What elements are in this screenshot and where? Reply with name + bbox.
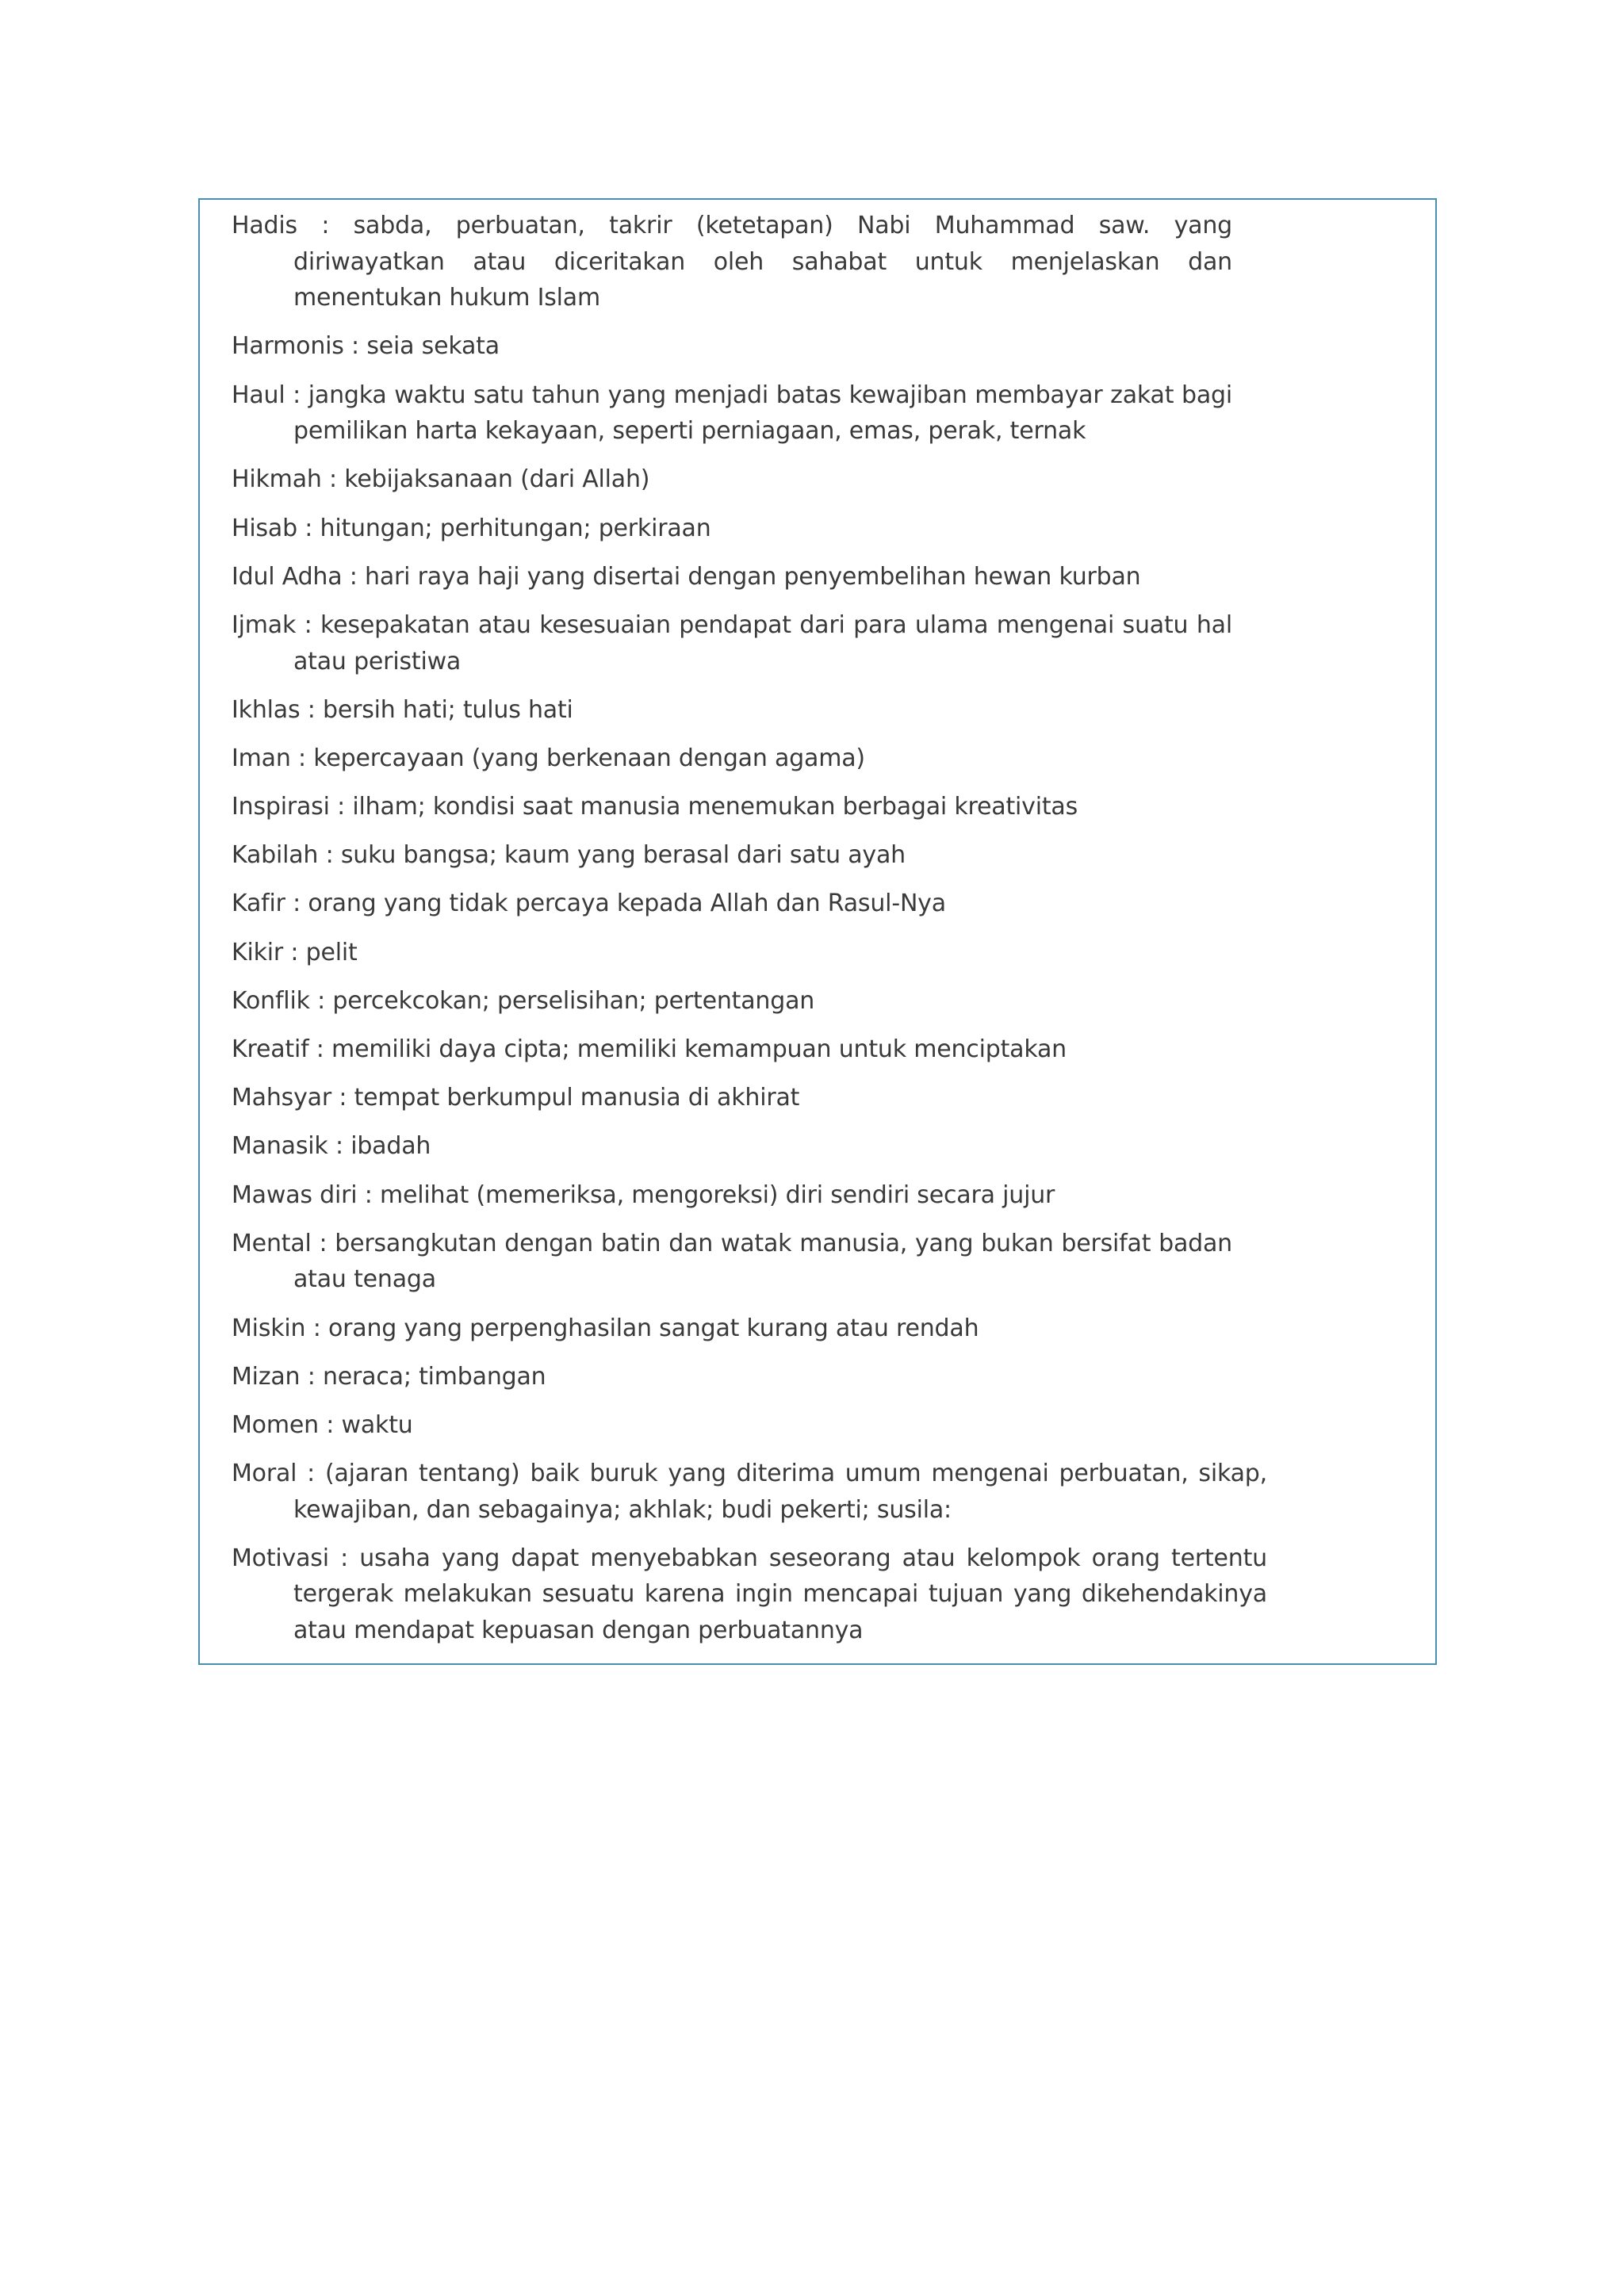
glossary-term: Konflik [232, 986, 310, 1015]
glossary-term: Harmonis [232, 332, 344, 361]
glossary-entry-moral: Moral : (ajaran tentang) baik buruk yang diterima umum mengenai perbuatan, sikap, kewajiban, dan sebagainya; akhlak; budi pekerti; susila: [232, 1460, 1267, 1524]
glossary-definition: hari raya haji yang disertai dengan penyembelihan hewan kurban [365, 562, 1141, 591]
glossary-definition: waktu [341, 1410, 413, 1439]
glossary-term: Momen [232, 1410, 319, 1439]
glossary-definition: memiliki daya cipta; memiliki kemampuan untuk menciptakan [331, 1035, 1067, 1063]
glossary-entry-kikir: Kikir : pelit [232, 938, 358, 966]
glossary-entry-kafir: Kafir : orang yang tidak percaya kepada Allah dan Rasul-Nya [232, 890, 946, 918]
glossary-term: Mizan [232, 1362, 301, 1391]
glossary-entry-hadis: Hadis : sabda, perbuatan, takrir (ketetapan) Nabi Muhammad saw. yang diriwayatkan atau diceritakan oleh sahabat untuk menjelaskan dan menentukan hukum Islam [232, 212, 1232, 312]
glossary-entry-idul-adha: Idul Adha : hari raya haji yang disertai dengan penyembelihan hewan kurban [232, 562, 1141, 591]
glossary-term: Hikmah [232, 465, 322, 494]
glossary-term: Kafir [232, 890, 285, 918]
glossary-term: Ikhlas [232, 695, 301, 724]
glossary-definition: tempat berkumpul manusia di akhirat [354, 1084, 800, 1112]
glossary-definition: kepercayaan (yang berkenaan dengan agama) [313, 744, 865, 772]
glossary-term: Hisab [232, 514, 297, 542]
glossary-term: Kikir [232, 938, 284, 966]
glossary-definition: suku bangsa; kaum yang berasal dari satu ayah [340, 841, 906, 870]
glossary-definition: hitungan; perhitungan; perkiraan [320, 514, 711, 542]
glossary-term: Motivasi [232, 1544, 329, 1572]
glossary-entry-momen: Momen : waktu [232, 1410, 413, 1439]
glossary-entry-iman: Iman : kepercayaan (yang berkenaan dengan agama) [232, 744, 865, 772]
glossary-entry-miskin: Miskin : orang yang perpenghasilan sangat kurang atau rendah [232, 1314, 979, 1342]
glossary-entry-mawas-diri: Mawas diri : melihat (memeriksa, mengoreksi) diri sendiri secara jujur [232, 1181, 1055, 1209]
glossary-definition: percekcokan; perselisihan; pertentangan [332, 986, 815, 1015]
glossary-entry-inspirasi: Inspirasi : ilham; kondisi saat manusia menemukan berbagai kreativitas [232, 793, 1078, 821]
glossary-term: Iman [232, 744, 291, 772]
glossary-entry-ikhlas: Ikhlas : bersih hati; tulus hati [232, 695, 573, 724]
glossary-entry-hisab: Hisab : hitungan; perhitungan; perkiraan [232, 514, 711, 542]
glossary-entry-kreatif: Kreatif : memiliki daya cipta; memiliki kemampuan untuk menciptakan [232, 1035, 1067, 1063]
glossary-definition: ibadah [350, 1132, 431, 1161]
glossary-entry-motivasi: Motivasi : usaha yang dapat menyebabkan seseorang atau kelompok orang tertentu tergerak melakukan sesuatu karena ingin mencapai tujuan yang dikehendakinya atau mendapat kepuasan dengan perbuatannya [232, 1544, 1267, 1645]
glossary-entry-mahsyar: Mahsyar : tempat berkumpul manusia di akhirat [232, 1084, 800, 1112]
glossary-entry-manasik: Manasik : ibadah [232, 1132, 431, 1161]
glossary-entry-kabilah: Kabilah : suku bangsa; kaum yang berasal dari satu ayah [232, 841, 906, 870]
glossary-entry-konflik: Konflik : percekcokan; perselisihan; pertentangan [232, 986, 815, 1015]
glossary-term: Mental [232, 1229, 312, 1257]
glossary-definition: jangka waktu satu tahun yang menjadi batas kewajiban membayar zakat bagi pemilikan harta kekayaan, seperti perniagaan, emas, perak, ternak [293, 381, 1232, 446]
glossary-term: Moral [232, 1460, 297, 1488]
glossary-definition: bersangkutan dengan batin dan watak manusia, yang bukan bersifat badan atau tenaga [293, 1229, 1232, 1294]
glossary-definition: pelit [305, 938, 358, 966]
glossary-term: Kreatif [232, 1035, 309, 1063]
glossary-definition: usaha yang dapat menyebabkan seseorang atau kelompok orang tertentu tergerak melakukan sesuatu karena ingin mencapai tujuan yang dikehendakinya atau mendapat kepuasan dengan perbuatannya [293, 1544, 1267, 1645]
glossary-definition: kebijaksanaan (dari Allah) [344, 465, 650, 494]
glossary-term: Miskin [232, 1314, 306, 1342]
glossary-definition: neraca; timbangan [322, 1362, 546, 1391]
glossary-entry-hikmah: Hikmah : kebijaksanaan (dari Allah) [232, 465, 650, 494]
glossary-entry-haul: Haul : jangka waktu satu tahun yang menjadi batas kewajiban membayar zakat bagi pemilikan harta kekayaan, seperti perniagaan, emas, perak, ternak [232, 381, 1232, 446]
glossary-list [232, 208, 1435, 1661]
glossary-term: Mahsyar [232, 1084, 331, 1112]
glossary-term: Hadis [232, 212, 297, 239]
glossary-term: Haul [232, 381, 285, 409]
glossary-definition: sabda, perbuatan, takrir (ketetapan) Nabi Muhammad saw. yang diriwayatkan atau diceritakan oleh sahabat untuk menjelaskan dan menentukan hukum Islam [293, 212, 1232, 312]
glossary-definition: ilham; kondisi saat manusia menemukan berbagai kreativitas [352, 793, 1078, 821]
glossary-definition: orang yang perpenghasilan sangat kurang atau rendah [327, 1314, 979, 1342]
glossary-term: Mawas diri [232, 1181, 358, 1209]
glossary-definition: kesepakatan atau kesesuaian pendapat dari para ulama mengenai suatu hal atau peristiwa [293, 610, 1232, 675]
glossary-entry-ijmak: Ijmak : kesepakatan atau kesesuaian pendapat dari para ulama mengenai suatu hal atau peristiwa [232, 610, 1232, 675]
glossary-definition: seia sekata [366, 332, 500, 361]
glossary-entry-mental: Mental : bersangkutan dengan batin dan watak manusia, yang bukan bersifat badan atau tenaga [232, 1229, 1232, 1294]
glossary-definition: orang yang tidak percaya kepada Allah dan Rasul-Nya [308, 890, 946, 918]
glossary-term: Kabilah [232, 841, 319, 870]
glossary-definition: (ajaran tentang) baik buruk yang diterima umum mengenai perbuatan, sikap, kewajiban, dan sebagainya; akhlak; budi pekerti; susila: [293, 1460, 1267, 1524]
glossary-entry-harmonis: Harmonis : seia sekata [232, 332, 500, 361]
glossary-entry-mizan: Mizan : neraca; timbangan [232, 1362, 546, 1391]
glossary-term: Manasik [232, 1132, 328, 1161]
glossary-term: Ijmak [232, 610, 297, 639]
glossary-term: Idul Adha [232, 562, 343, 591]
glossary-definition: melihat (memeriksa, mengoreksi) diri sendiri secara jujur [380, 1181, 1055, 1209]
glossary-term: Inspirasi [232, 793, 330, 821]
glossary-definition: bersih hati; tulus hati [322, 695, 573, 724]
glossary-box [198, 198, 1437, 1665]
